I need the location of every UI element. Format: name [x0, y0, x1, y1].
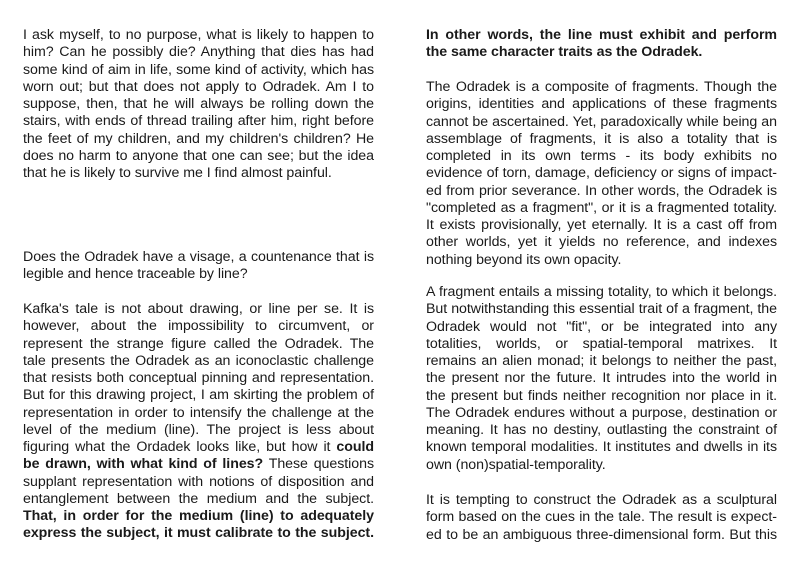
kafka-tale-block: [23, 301, 374, 543]
heading-block: [426, 27, 777, 62]
kafka-tale-bold-conclusion: That, in order for the medium (line) to adequately express the subject, it must calibrate to the subject.: [23, 508, 374, 542]
line-traits-heading: In other words, the line must exhibit and perform the same character traits as the Odradek.: [426, 27, 777, 61]
tempting-block: [426, 492, 777, 544]
kafka-tale-text-1: Kafka's tale is not about drawing, or line per se. It is however, about the impossibility to circumvent, or represent the strange figure called the Odradek. The tale presents the Odradek as an iconoclastic challenge that resists both conceptual pinning and representation. But for this drawing project, I am skirting the problem of representation in order to intensify the challenge at the level of the medium (line). The project is less about figuring what the Ordadek looks like, but how it: [23, 301, 374, 455]
kafka-tale-bold-question: could be drawn, with what kind of lines?: [23, 439, 374, 473]
tempting-paragraph: It is tempting to construct the Odradek as a sculptural form based on the cues in the tale. The result is expected to be an ambiguous three-dimensional form. But this: [426, 492, 777, 543]
fragment-paragraph: A fragment entails a missing totality, to which it belongs. But notwithstanding this essential trait of a fragment, the Odradek would not "fit", or be integrated into any totalities, worlds, or spatial-temporal matrixes. It remains an alien monad; it belongs to neither the past, the present nor the future. It intrudes into the world in the present but finds neither recognition nor place in it. The Odradek endures without a purpose, destination or meaning. It has no destiny, outlasting the constraint of known temporal modalities. It institutes and dwells in its own (non)spatial-temporality.: [426, 284, 777, 473]
composite-block: [426, 79, 777, 269]
kafka-quote-paragraph: I ask myself, to no purpose, what is likely to happen to him? Can he possibly die? Anything that dies has had some kind of aim in life, some kind of activity, which has worn out; but that does not apply to Odradek. Am I to suppose, then, that he will always be rolling down the stairs, with ends of thread trailing after him, right before the feet of my children, and my children's children? He does no harm to anyone that one can see; but the idea that he is likely to survive me I find almost painful.: [23, 27, 374, 181]
composite-paragraph: The Odradek is a composite of fragments. Though the origins, identities and applications of these fragments cannot be ascertained. Yet, paradoxically while being an assemblage of fragments, it is also a totality that is completed in its own terms - its body exhibits no evidence of torn, damage, deficiency or signs of impacted from prior severance. In other words, the Odradek is "completed as a fragment", or it is a fragmented totality. It exists provisionally, yet eternally. It is a cast off from other worlds, yet it yields no reference, and indexes nothing beyond its own opacity.: [426, 79, 777, 268]
kafka-tale-paragraph: [23, 301, 374, 543]
kafka-quote-block: [23, 27, 374, 182]
right-page: [403, 0, 806, 576]
question-block: [23, 249, 374, 284]
fragment-block: [426, 284, 777, 474]
visage-question-paragraph: Does the Odradek have a visage, a countenance that is legible and hence traceable by line?: [23, 249, 374, 283]
kafka-tale-text-2: These questions supplant representation with notions of disposition and entanglement between the medium and the subject.: [23, 456, 374, 507]
